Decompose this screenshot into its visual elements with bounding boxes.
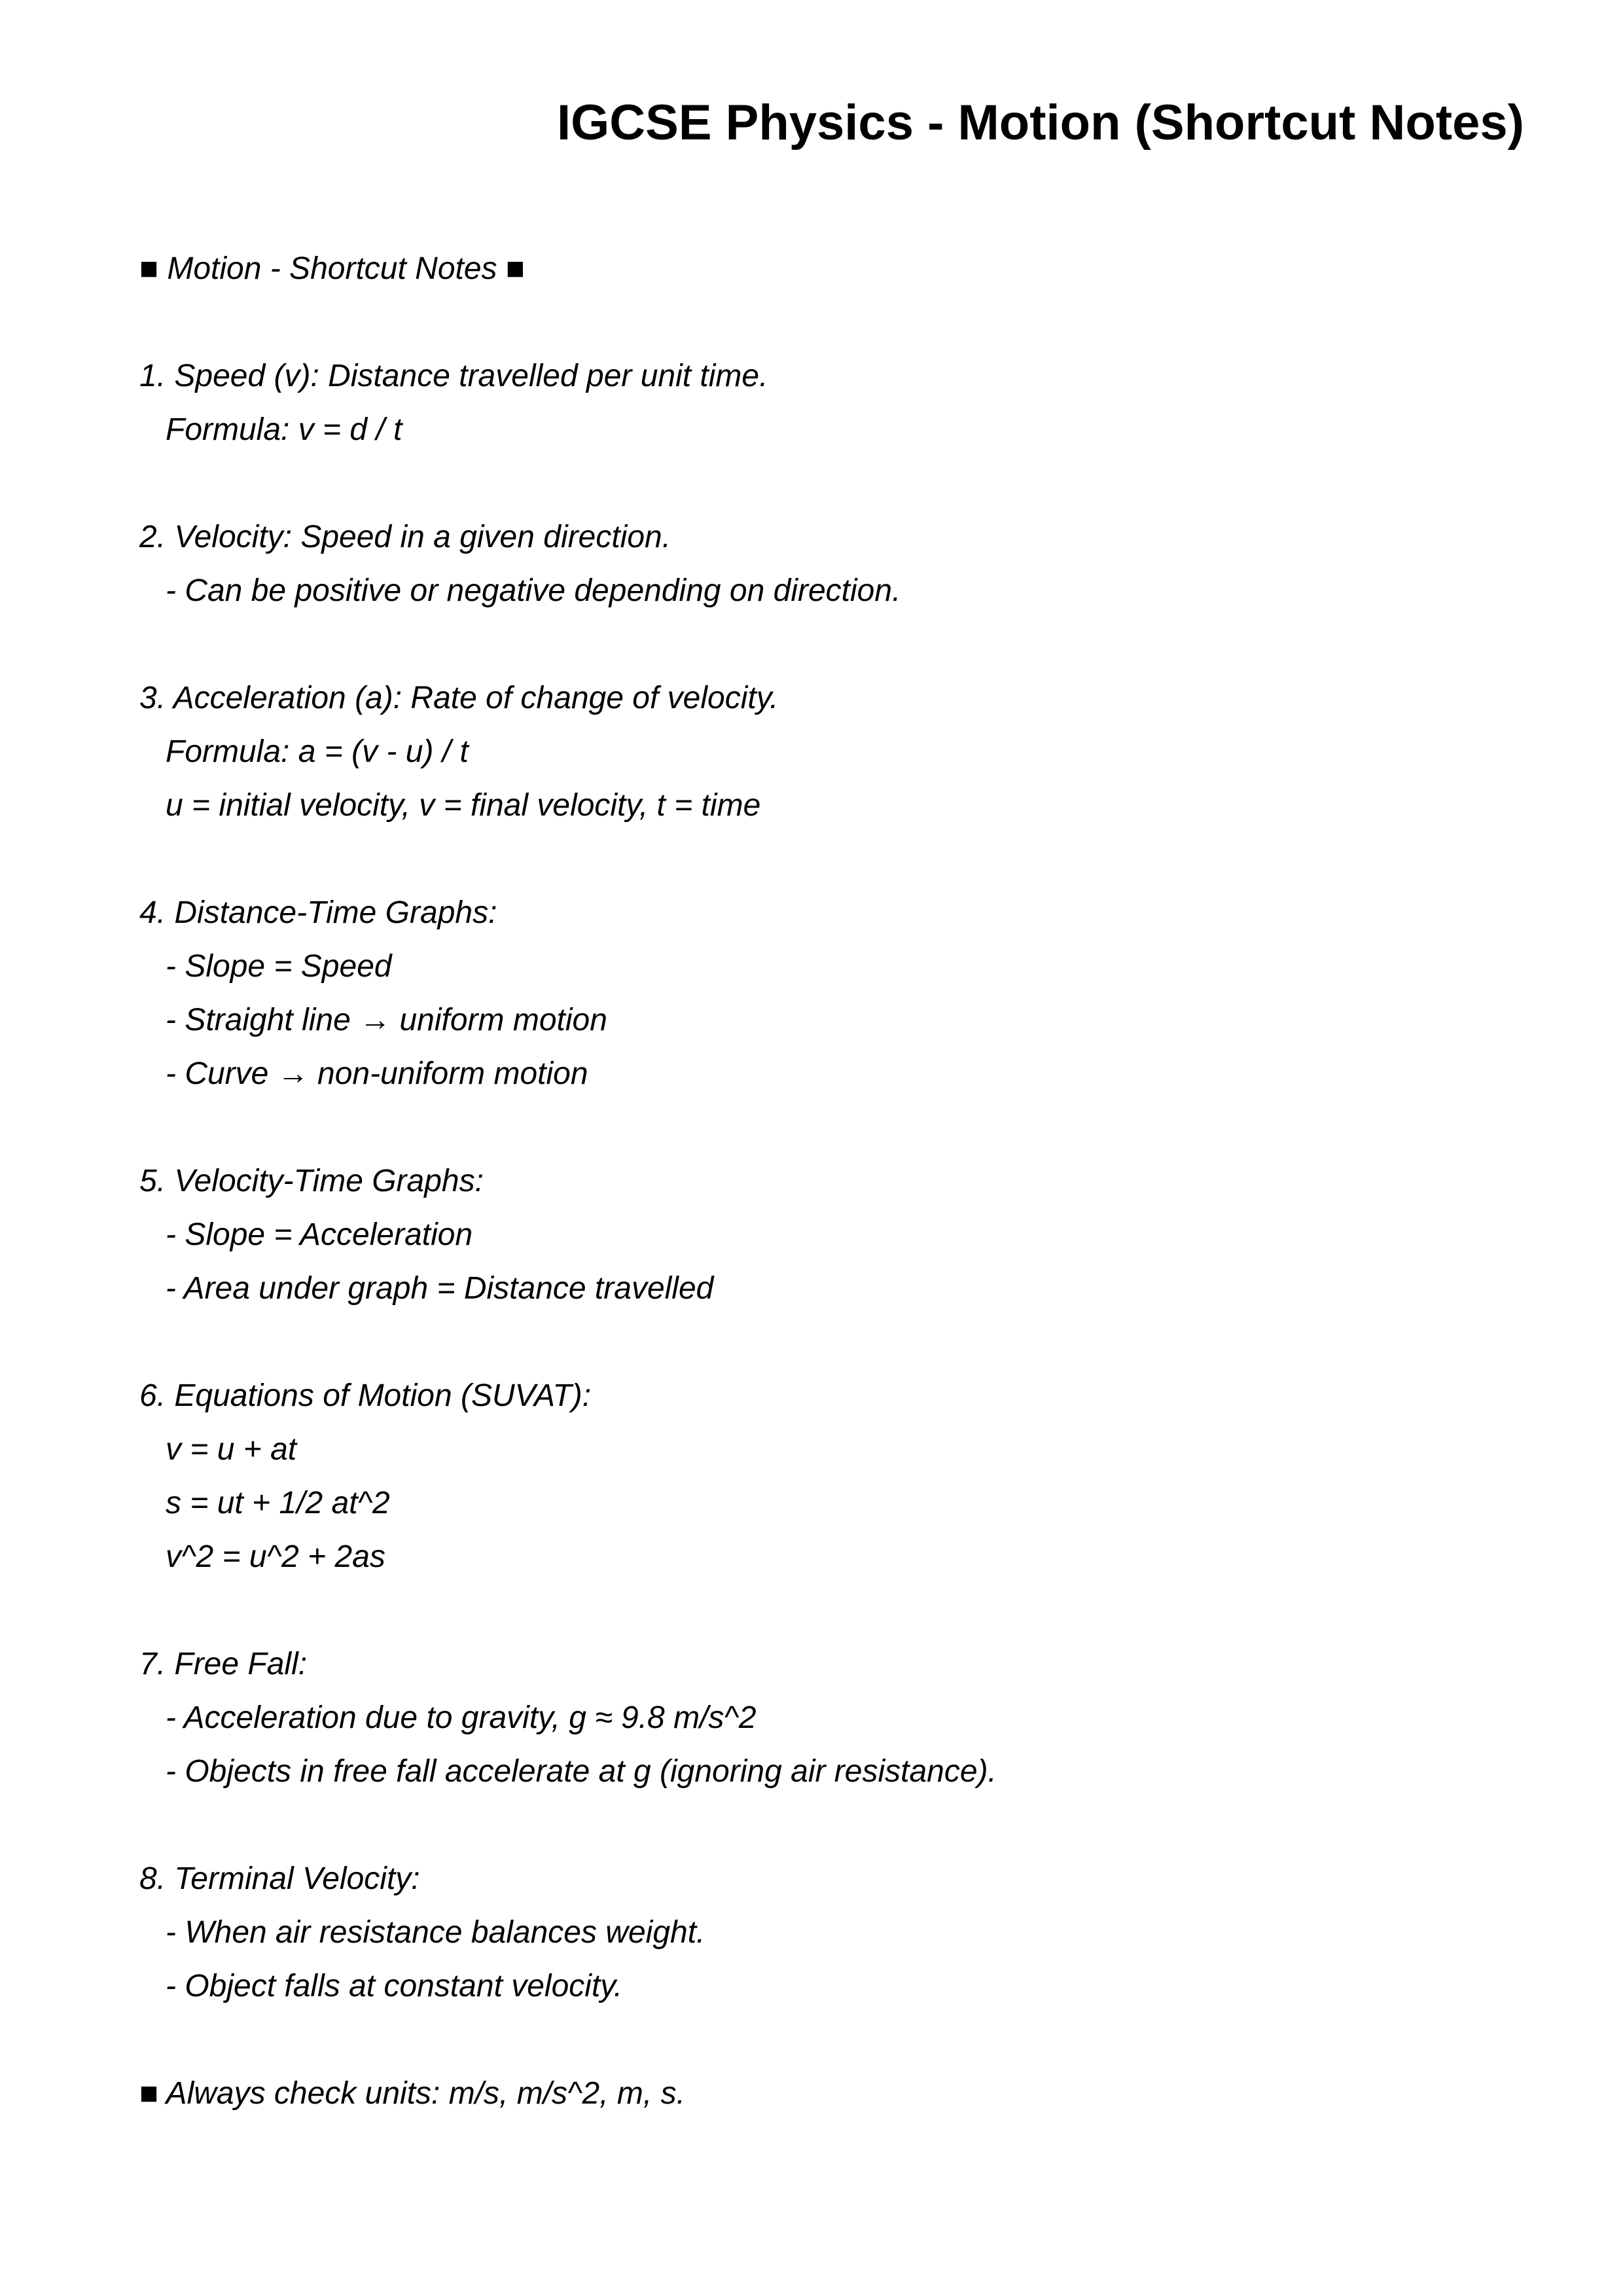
doc-line: 8. Terminal Velocity: [139, 1861, 420, 1896]
doc-line: 7. Free Fall: [139, 1647, 308, 1681]
doc-line: - Straight line → uniform motion [166, 1003, 607, 1037]
notes-heading: ■ Motion - Shortcut Notes ■ [139, 251, 525, 286]
doc-line: 2. Velocity: Speed in a given direction. [139, 520, 671, 554]
note-section [139, 1852, 1558, 2013]
doc-line: 3. Acceleration (a): Rate of change of velocity. [139, 681, 779, 715]
note-section [139, 1369, 1558, 1584]
note-section [139, 1155, 1558, 1316]
doc-line: v = u + at [166, 1432, 297, 1467]
note-section [139, 511, 1558, 618]
doc-line: - Slope = Speed [166, 949, 392, 984]
doc-line: - Can be positive or negative depending on direction. [166, 573, 901, 608]
doc-line: - Area under graph = Distance travelled [166, 1271, 714, 1306]
doc-line: - Object falls at constant velocity. [166, 1969, 623, 2003]
page-title: IGCSE Physics - Motion (Shortcut Notes) [557, 95, 1524, 151]
doc-line: Formula: v = d / t [166, 412, 402, 447]
doc-line: 6. Equations of Motion (SUVAT): [139, 1378, 592, 1413]
doc-line: Formula: a = (v - u) / t [166, 734, 469, 769]
doc-line: v^2 = u^2 + 2as [166, 1539, 385, 1574]
doc-line: 1. Speed (v): Distance travelled per unit time. [139, 359, 768, 393]
doc-line: - Slope = Acceleration [166, 1217, 473, 1252]
doc-line: 4. Distance-Time Graphs: [139, 895, 497, 930]
note-section [139, 672, 1558, 833]
note-section [139, 1638, 1558, 1799]
doc-line: s = ut + 1/2 at^2 [166, 1486, 390, 1520]
doc-line: - Objects in free fall accelerate at g (ignoring air resistance). [166, 1754, 997, 1789]
note-section [139, 886, 1558, 1101]
units-reminder-note: ■ Always check units: m/s, m/s^2, m, s. [139, 2076, 685, 2111]
doc-line: u = initial velocity, v = final velocity, t = time [166, 788, 761, 823]
notes-sections [139, 350, 1558, 2013]
doc-line: 5. Velocity-Time Graphs: [139, 1164, 484, 1198]
doc-line: - Acceleration due to gravity, g ≈ 9.8 m/s^2 [166, 1700, 757, 1735]
document-body [139, 242, 1558, 2121]
doc-line: - When air resistance balances weight. [166, 1915, 705, 1950]
note-section [139, 350, 1558, 457]
doc-line: - Curve → non-uniform motion [166, 1056, 588, 1091]
